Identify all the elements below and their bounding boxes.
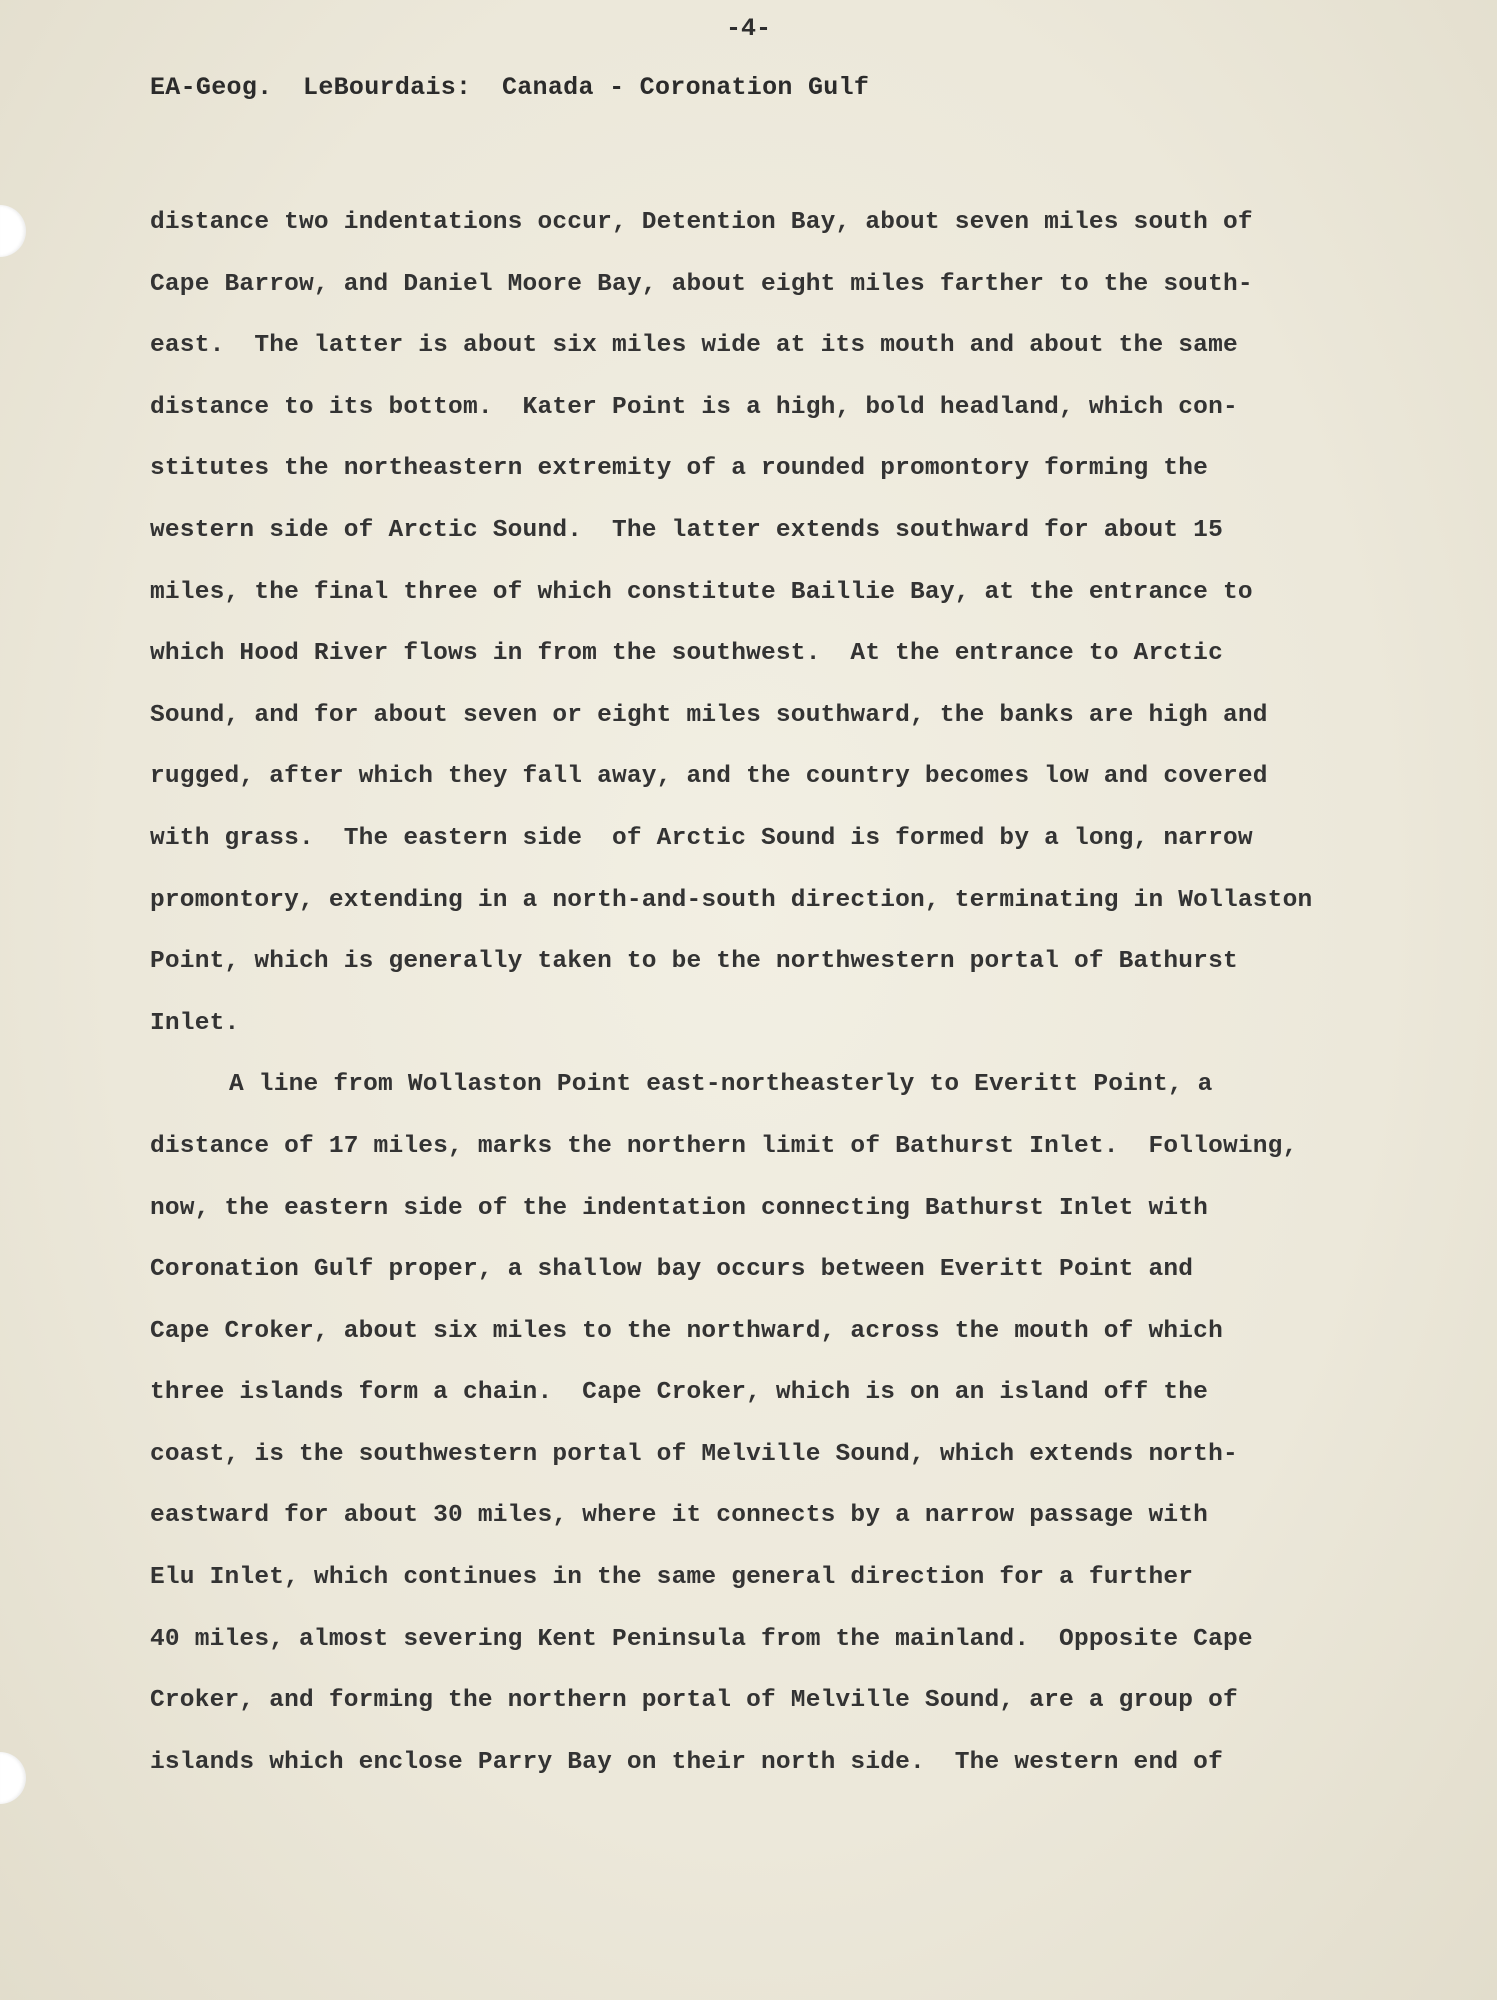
paragraph-2	[150, 1054, 1380, 1793]
text-line: which Hood River flows in from the southwest. At the entrance to Arctic	[150, 640, 1223, 668]
text-line: Cape Barrow, and Daniel Moore Bay, about eight miles farther to the south-	[150, 270, 1253, 298]
text-line: Coronation Gulf proper, a shallow bay occurs between Everitt Point and	[150, 1256, 1194, 1284]
text-line: distance two indentations occur, Detention Bay, about seven miles south of	[150, 209, 1253, 236]
running-head: EA-Geog. LeBourdais: Canada - Coronation Gulf	[150, 73, 870, 102]
text-line: western side of Arctic Sound. The latter extends southward for about 15	[150, 516, 1223, 544]
text-line: 40 miles, almost severing Kent Peninsula from the mainland. Opposite Cape	[150, 1625, 1253, 1653]
binder-hole-bottom	[0, 1752, 26, 1804]
text-line: A line from Wollaston Point east-northeasterly to Everitt Point, a	[229, 1071, 1213, 1099]
text-line: stitutes the northeastern extremity of a rounded promontory forming the	[150, 455, 1209, 483]
text-line: Point, which is generally taken to be the northwestern portal of Bathurst	[150, 948, 1238, 976]
text-line: islands which enclose Parry Bay on their north side. The western end of	[150, 1748, 1223, 1776]
text-line: with grass. The eastern side of Arctic Sound is formed by a long, narrow	[150, 824, 1253, 852]
text-line: now, the eastern side of the indentation connecting Bathurst Inlet with	[150, 1194, 1209, 1222]
text-line: Croker, and forming the northern portal of Melville Sound, are a group of	[150, 1687, 1238, 1715]
text-line: three islands form a chain. Cape Croker, which is on an island off the	[150, 1379, 1209, 1407]
text-line: east. The latter is about six miles wide at its mouth and about the same	[150, 332, 1238, 360]
text-line: eastward for about 30 miles, where it connects by a narrow passage with	[150, 1502, 1209, 1530]
text-line: miles, the final three of which constitute Baillie Bay, at the entrance to	[150, 578, 1253, 606]
binder-hole-top	[0, 205, 26, 257]
text-line: Elu Inlet, which continues in the same general direction for a further	[150, 1564, 1194, 1592]
text-line: distance to its bottom. Kater Point is a high, bold headland, which con-	[150, 393, 1238, 421]
text-line: distance of 17 miles, marks the northern limit of Bathurst Inlet. Following,	[150, 1132, 1298, 1160]
text-line: coast, is the southwestern portal of Melville Sound, which extends north-	[150, 1440, 1238, 1468]
text-line: rugged, after which they fall away, and the country becomes low and covered	[150, 763, 1268, 791]
body-text	[150, 192, 1380, 1793]
text-line: promontory, extending in a north-and-south direction, terminating in Wollaston	[150, 886, 1313, 914]
text-line: Inlet.	[150, 1009, 240, 1037]
text-line: Sound, and for about seven or eight miles southward, the banks are high and	[150, 701, 1268, 729]
page-number: -4-	[725, 14, 771, 43]
text-line: Cape Croker, about six miles to the northward, across the mouth of which	[150, 1317, 1223, 1345]
paragraph-1	[150, 192, 1380, 1054]
